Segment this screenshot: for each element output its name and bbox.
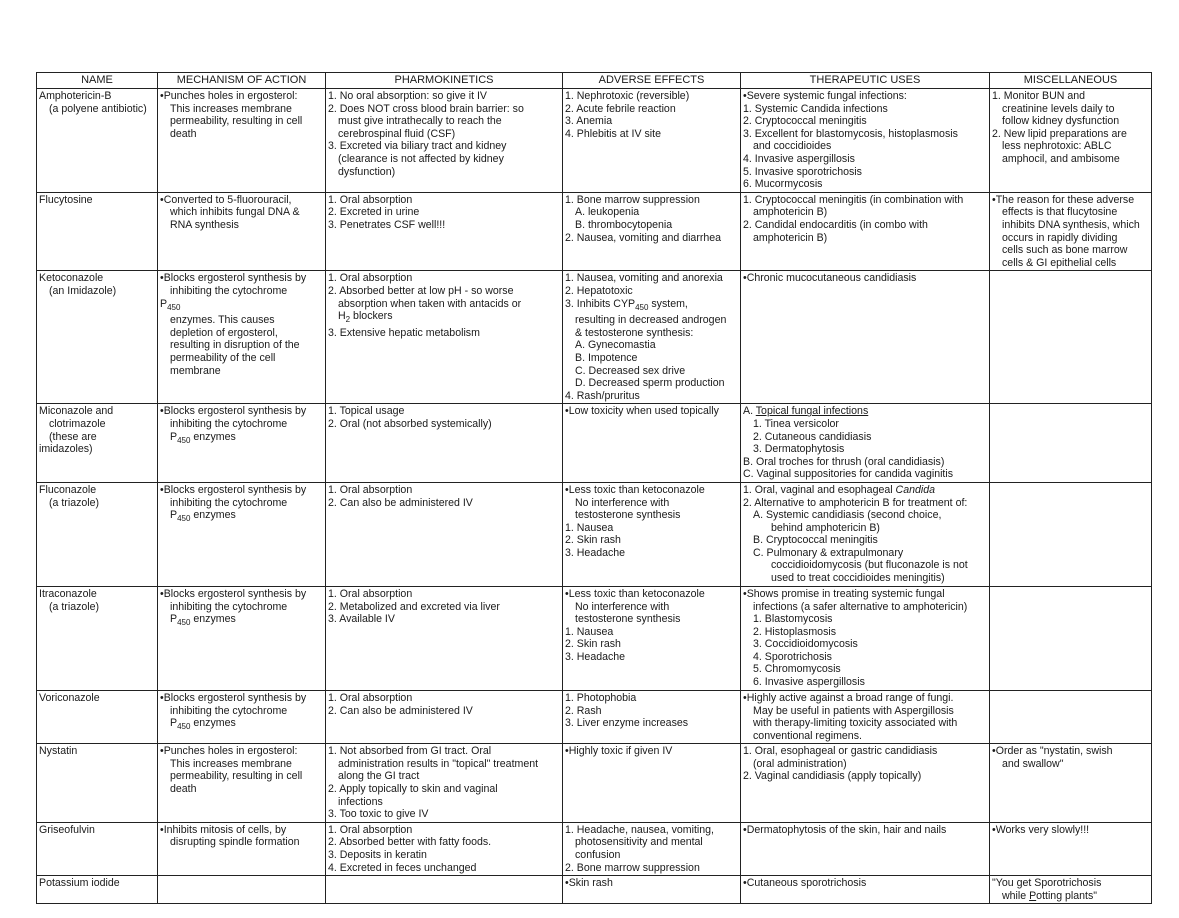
table-row: [37, 744, 1152, 823]
cell-line: 3. Liver enzyme increases: [565, 717, 689, 730]
header-pharmacokinetics: PHARMOKINETICS: [326, 73, 563, 89]
cell-line: death: [170, 127, 197, 140]
cell-line: occurs in rapidly dividing: [1002, 231, 1118, 244]
cell-line: 2. Does NOT cross blood brain barrier: so: [328, 102, 524, 115]
cell-line: •Highly active against a broad range of fungi.: [743, 691, 954, 704]
adverse-effects-cell: [563, 192, 741, 271]
pharmacokinetics-cell: [326, 744, 563, 823]
name-cell: [37, 876, 158, 904]
cell-line: 1. Tinea versicolor: [753, 417, 839, 430]
miscellaneous-cell: [990, 271, 1152, 404]
cell-line: B. Cryptococcal meningitis: [753, 534, 878, 547]
cell-line: C. Pulmonary & extrapulmonary: [753, 546, 904, 559]
cell-line: (clearance is not affected by kidney: [338, 152, 504, 165]
pharmacokinetics-cell: [326, 404, 563, 483]
cell-line: 2. Oral (not absorbed systemically): [328, 417, 492, 430]
therapeutic-uses-cell: [741, 876, 990, 904]
name-cell: [37, 404, 158, 483]
cell-line: 3. Excreted via biliary tract and kidney: [328, 140, 507, 153]
adverse-effects-cell: [563, 744, 741, 823]
mechanism-cell: [158, 690, 326, 743]
cell-line: amphocil, and ambisome: [1002, 152, 1120, 165]
cell-line: 1. Oral absorption: [328, 272, 413, 285]
cell-line: 2. Skin rash: [565, 638, 621, 651]
cell-line: B. thrombocytopenia: [575, 218, 673, 231]
cell-line: $P_{450}$ enzymes: [170, 717, 236, 732]
miscellaneous-cell: [990, 89, 1152, 193]
cell-line: 3. Coccidioidomycosis: [753, 638, 858, 651]
cell-line: 2. Hepatotoxic: [565, 284, 633, 297]
pharmacokinetics-cell: [326, 876, 563, 904]
cell-line: 3. Headache: [565, 650, 626, 663]
name-cell: [37, 822, 158, 875]
cell-line: C. Vaginal suppositories for candida vaginitis: [743, 468, 954, 481]
cell-line: imidazoles): [39, 443, 93, 456]
miscellaneous-cell: [990, 586, 1152, 690]
cell-line: Miconazole and: [39, 405, 114, 418]
cell-line: cells & GI epithelial cells: [1002, 256, 1117, 269]
cell-line: 3. Dermatophytosis: [753, 443, 845, 456]
cell-line: behind amphotericin B): [771, 521, 880, 534]
cell-line: 3. Inhibits $CYP_{450}$ system,: [565, 297, 688, 312]
cell-line: 1. Nausea, vomiting and anorexia: [565, 272, 723, 285]
miscellaneous-cell: [990, 822, 1152, 875]
cell-line: A. leukopenia: [575, 206, 640, 219]
cell-line: along the GI tract: [338, 770, 420, 783]
cell-line: 2. New lipid preparations are: [992, 127, 1127, 140]
cell-line: and swallow": [1002, 757, 1064, 770]
cell-line: 2. Cutaneous candidiasis: [753, 430, 872, 443]
cell-line: 3. Available IV: [328, 613, 395, 626]
cell-line: •Punches holes in ergosterol:: [160, 90, 298, 102]
cell-line: administration results in "topical" treatment: [338, 757, 539, 770]
cell-line: less nephrotoxic: ABLC: [1002, 140, 1112, 153]
therapeutic-uses-cell: [741, 482, 990, 586]
cell-line: Amphotericin-B: [39, 90, 112, 102]
pharmacokinetics-cell: [326, 271, 563, 404]
cell-line: effects is that flucytosine: [1002, 206, 1118, 219]
mechanism-cell: [158, 482, 326, 586]
cell-line: •Dermatophytosis of the skin, hair and nails: [743, 823, 947, 836]
miscellaneous-cell: [990, 192, 1152, 271]
cell-line: resulting in disruption of the: [170, 339, 300, 352]
cell-line: absorption when taken with antacids or: [338, 297, 522, 310]
cell-line: and coccidioides: [753, 140, 832, 153]
cell-line: permeability of the cell: [170, 351, 276, 364]
cell-line: 1. Systemic Candida infections: [743, 102, 888, 115]
cell-line: 4. Rash/pruritus: [565, 389, 640, 402]
table-row: [37, 690, 1152, 743]
cell-line: A. Systemic candidiasis (second choice,: [753, 509, 942, 522]
cell-line: 4. Invasive aspergillosis: [743, 152, 855, 165]
cell-line: inhibits DNA synthesis, which: [1002, 218, 1140, 231]
cell-line: 2. Nausea, vomiting and diarrhea: [565, 231, 722, 244]
cell-line: photosensitivity and mental: [575, 836, 703, 849]
cell-line: Flucytosine: [39, 193, 93, 206]
adverse-effects-cell: [563, 822, 741, 875]
cell-line: B. Oral troches for thrush (oral candidiasis): [743, 455, 945, 468]
cell-line: 2. Acute febrile reaction: [565, 102, 676, 115]
cell-line: •Skin rash: [565, 877, 613, 890]
adverse-effects-cell: [563, 586, 741, 690]
cell-line: 1. Nausea: [565, 521, 614, 534]
cell-line: 3. Deposits in keratin: [328, 849, 427, 862]
cell-line: 2. Can also be administered IV: [328, 496, 473, 509]
cell-line: disrupting spindle formation: [170, 836, 300, 849]
cell-line: clotrimazole: [49, 417, 106, 430]
cell-line: membrane: [170, 364, 221, 377]
pharmacokinetics-cell: [326, 586, 563, 690]
cell-line: 1. Oral absorption: [328, 823, 413, 836]
cell-line: death: [170, 783, 197, 796]
cell-line: 1. Headache, nausea, vomiting,: [565, 823, 714, 836]
cell-line: B. Impotence: [575, 351, 638, 364]
cell-line: testosterone synthesis: [575, 613, 681, 626]
cell-line: (a triazole): [49, 496, 100, 509]
name-cell: [37, 192, 158, 271]
cell-line: Itraconazole: [39, 587, 97, 600]
cell-line: 2. Skin rash: [565, 534, 621, 547]
therapeutic-uses-cell: [741, 271, 990, 404]
name-cell: [37, 586, 158, 690]
cell-line: $P_{450}$ enzymes: [170, 613, 236, 628]
mechanism-cell: [158, 192, 326, 271]
name-cell: [37, 482, 158, 586]
cell-line: 2. Absorbed better at low pH - so worse: [328, 284, 514, 297]
miscellaneous-cell: [990, 690, 1152, 743]
cell-line: 2. Vaginal candidiasis (apply topically): [743, 770, 922, 783]
adverse-effects-cell: [563, 690, 741, 743]
cell-line: No interference with: [575, 496, 670, 509]
cell-line: 2. Metabolized and excreted via liver: [328, 600, 500, 613]
cell-line: •Works very slowly!!!: [992, 823, 1090, 836]
table-row: [37, 89, 1152, 193]
cell-line: Fluconazole: [39, 483, 97, 496]
cell-line: (a polyene antibiotic): [49, 102, 147, 115]
cell-line: conventional regimens.: [753, 729, 862, 742]
cell-line: must give intrathecally to reach the: [338, 115, 502, 128]
cell-line: while Potting plants": [1002, 889, 1098, 902]
cell-line: 2. Rash: [565, 704, 602, 717]
cell-line: (a triazole): [49, 600, 100, 613]
adverse-effects-cell: [563, 876, 741, 904]
pharmacokinetics-cell: [326, 822, 563, 875]
cell-line: A. Gynecomastia: [575, 339, 656, 352]
therapeutic-uses-cell: [741, 690, 990, 743]
cell-line: inhibiting the cytochrome: [170, 600, 288, 613]
cell-line: •Order as "nystatin, swish: [992, 745, 1113, 758]
cell-line: amphotericin B): [753, 231, 828, 244]
cell-line: 6. Mucormycosis: [743, 178, 823, 191]
miscellaneous-cell: [990, 404, 1152, 483]
cell-line: •Cutaneous sporotrichosis: [743, 877, 867, 890]
cell-line: $H_2$ blockers: [338, 310, 393, 325]
name-cell: [37, 690, 158, 743]
cell-line: 1. Not absorbed from GI tract. Oral: [328, 745, 492, 758]
antifungal-drug-table: [36, 72, 1152, 904]
cell-line: dysfunction): [338, 165, 396, 178]
header-adverse-effects: ADVERSE EFFECTS: [563, 73, 741, 89]
cell-line: Ketoconazole: [39, 272, 104, 285]
mechanism-cell: [158, 744, 326, 823]
cell-line: 3. Penetrates CSF well!!!: [328, 218, 446, 231]
cell-line: •Less toxic than ketoconazole: [565, 483, 705, 496]
adverse-effects-cell: [563, 89, 741, 193]
cell-line: 1. Monitor BUN and: [992, 90, 1086, 102]
cell-line: 1. Photophobia: [565, 691, 637, 704]
cell-line: •Punches holes in ergosterol:: [160, 745, 298, 758]
cell-line: •Blocks ergosterol synthesis by: [160, 272, 307, 285]
therapeutic-uses-cell: [741, 822, 990, 875]
cell-line: •Blocks ergosterol synthesis by: [160, 587, 307, 600]
cell-line: Nystatin: [39, 745, 78, 758]
table-row: [37, 192, 1152, 271]
cell-line: depletion of ergosterol,: [170, 326, 278, 339]
cell-line: Potassium iodide: [39, 877, 120, 890]
cell-line: 3. Extensive hepatic metabolism: [328, 326, 480, 339]
therapeutic-uses-cell: [741, 744, 990, 823]
cell-line: resulting in decreased androgen: [575, 314, 727, 327]
mechanism-cell: [158, 404, 326, 483]
cell-line: 1. Oral absorption: [328, 691, 413, 704]
cell-line: & testosterone synthesis:: [575, 326, 694, 339]
cell-line: "You get Sporotrichosis: [992, 877, 1102, 890]
cell-line: 1. Bone marrow suppression: [565, 193, 700, 206]
cell-line: infections (a safer alternative to amphotericin): [753, 600, 968, 613]
cell-line: cells such as bone marrow: [1002, 244, 1128, 257]
cell-line: inhibiting the cytochrome: [170, 284, 288, 297]
name-cell: [37, 271, 158, 404]
cell-line: 1. Oral absorption: [328, 587, 413, 600]
pharmacokinetics-cell: [326, 690, 563, 743]
cell-line: inhibiting the cytochrome: [170, 417, 288, 430]
cell-line: •Blocks ergosterol synthesis by: [160, 691, 307, 704]
cell-line: confusion: [575, 849, 621, 862]
table-row: [37, 404, 1152, 483]
cell-line: testosterone synthesis: [575, 509, 681, 522]
cell-line: 1. Oral absorption: [328, 193, 413, 206]
cell-line: D. Decreased sperm production: [575, 377, 725, 390]
header-miscellaneous: MISCELLANEOUS: [990, 73, 1152, 89]
cell-line: with therapy-limiting toxicity associated with: [753, 717, 958, 730]
cell-line: 2. Apply topically to skin and vaginal: [328, 783, 498, 796]
cell-line: amphotericin B): [753, 206, 828, 219]
therapeutic-uses-cell: [741, 404, 990, 483]
cell-line: inhibiting the cytochrome: [170, 496, 288, 509]
cell-line: 1. Oral, esophageal or gastric candidiasis: [743, 745, 938, 758]
cell-line: •Inhibits mitosis of cells, by: [160, 823, 287, 836]
cell-line: (oral administration): [753, 757, 847, 770]
pharmacokinetics-cell: [326, 482, 563, 586]
cell-line: 1. Oral, vaginal and esophageal Candida: [743, 483, 936, 496]
cell-line: used to treat coccidioides meningitis): [771, 572, 945, 585]
cell-line: enzymes. This causes: [170, 314, 275, 327]
cell-line: 1. Nephrotoxic (reversible): [565, 90, 690, 102]
cell-line: 3. Excellent for blastomycosis, histoplasmosis: [743, 127, 958, 140]
cell-line: 2. Histoplasmosis: [753, 625, 837, 638]
table-row: [37, 271, 1152, 404]
cell-line: (an Imidazole): [49, 284, 117, 297]
header-therapeutic-uses: THERAPEUTIC USES: [741, 73, 990, 89]
cell-line: 2. Candidal endocarditis (in combo with: [743, 218, 928, 231]
cell-line: C. Decreased sex drive: [575, 364, 686, 377]
cell-line: (these are: [49, 430, 97, 443]
mechanism-cell: [158, 271, 326, 404]
mechanism-cell: [158, 822, 326, 875]
cell-line: 1. Oral absorption: [328, 483, 413, 496]
header-mechanism: MECHANISM OF ACTION: [158, 73, 326, 89]
cell-line: 3. Too toxic to give IV: [328, 808, 429, 821]
cell-line: permeability, resulting in cell: [170, 115, 303, 128]
cell-line: •Highly toxic if given IV: [565, 745, 673, 758]
cell-line: •Shows promise in treating systemic fungal: [743, 587, 945, 600]
cell-line: 4. Excreted in feces unchanged: [328, 861, 477, 874]
header-name: NAME: [37, 73, 158, 89]
cell-line: infections: [338, 795, 383, 808]
cell-line: permeability, resulting in cell: [170, 770, 303, 783]
cell-line: 6. Invasive aspergillosis: [753, 676, 865, 689]
cell-line: 1. Cryptococcal meningitis (in combination with: [743, 193, 964, 206]
cell-line: 4. Phlebitis at IV site: [565, 127, 661, 140]
cell-line: follow kidney dysfunction: [1002, 115, 1120, 128]
cell-line: 3. Anemia: [565, 115, 613, 128]
adverse-effects-cell: [563, 271, 741, 404]
cell-line: $P_{450}$ enzymes: [170, 430, 236, 445]
cell-line: •Blocks ergosterol synthesis by: [160, 483, 307, 496]
cell-line: This increases membrane: [170, 757, 292, 770]
cell-line: A. Topical fungal infections: [743, 405, 869, 418]
cell-line: 5. Chromomycosis: [753, 663, 841, 676]
cell-line: inhibiting the cytochrome: [170, 704, 288, 717]
cell-line: •Low toxicity when used topically: [565, 405, 719, 418]
cell-line: •Less toxic than ketoconazole: [565, 587, 705, 600]
cell-line: •Blocks ergosterol synthesis by: [160, 405, 307, 418]
cell-line: •Chronic mucocutaneous candidiasis: [743, 272, 917, 285]
cell-line: •Converted to 5-fluorouracil,: [160, 193, 292, 206]
cell-line: RNA synthesis: [170, 218, 239, 231]
cell-line: which inhibits fungal DNA &: [170, 206, 300, 219]
cell-line: 2. Bone marrow suppression: [565, 861, 700, 874]
cell-line: $P_{450}$ enzymes: [170, 509, 236, 524]
cell-line: No interference with: [575, 600, 670, 613]
mechanism-cell: [158, 876, 326, 904]
cell-line: cerebrospinal fluid (CSF): [338, 127, 456, 140]
therapeutic-uses-cell: [741, 89, 990, 193]
pharmacokinetics-cell: [326, 89, 563, 193]
cell-line: coccidioidomycosis (but fluconazole is not: [771, 559, 968, 572]
cell-line: 1. Nausea: [565, 625, 614, 638]
cell-line: $P_{450}$: [160, 297, 181, 312]
cell-line: •Severe systemic fungal infections:: [743, 90, 907, 102]
miscellaneous-cell: [990, 482, 1152, 586]
cell-line: 3. Headache: [565, 546, 626, 559]
cell-line: This increases membrane: [170, 102, 292, 115]
cell-line: 5. Invasive sporotrichosis: [743, 165, 862, 178]
cell-line: 1. Topical usage: [328, 405, 405, 418]
cell-line: creatinine levels daily to: [1002, 102, 1115, 115]
cell-line: 4. Sporotrichosis: [753, 650, 832, 663]
cell-line: May be useful in patients with Aspergillosis: [753, 704, 954, 717]
cell-line: 2. Cryptococcal meningitis: [743, 115, 867, 128]
name-cell: [37, 744, 158, 823]
mechanism-cell: [158, 586, 326, 690]
miscellaneous-cell: [990, 876, 1152, 904]
cell-line: 2. Absorbed better with fatty foods.: [328, 836, 492, 849]
adverse-effects-cell: [563, 404, 741, 483]
cell-line: 1. Blastomycosis: [753, 613, 833, 626]
adverse-effects-cell: [563, 482, 741, 586]
table-row: [37, 482, 1152, 586]
cell-line: 2. Excreted in urine: [328, 206, 420, 219]
pharmacokinetics-cell: [326, 192, 563, 271]
table-row: [37, 586, 1152, 690]
cell-line: •The reason for these adverse: [992, 193, 1135, 206]
cell-line: 2. Alternative to amphotericin B for treatment of:: [743, 496, 968, 509]
therapeutic-uses-cell: [741, 586, 990, 690]
table-row: [37, 822, 1152, 875]
mechanism-cell: [158, 89, 326, 193]
cell-line: 2. Can also be administered IV: [328, 704, 473, 717]
cell-line: Voriconazole: [39, 691, 100, 704]
miscellaneous-cell: [990, 744, 1152, 823]
cell-line: 1. No oral absorption: so give it IV: [328, 90, 487, 102]
table-row: [37, 876, 1152, 904]
name-cell: [37, 89, 158, 193]
cell-line: Griseofulvin: [39, 823, 95, 836]
header-row: [37, 73, 1152, 89]
therapeutic-uses-cell: [741, 192, 990, 271]
